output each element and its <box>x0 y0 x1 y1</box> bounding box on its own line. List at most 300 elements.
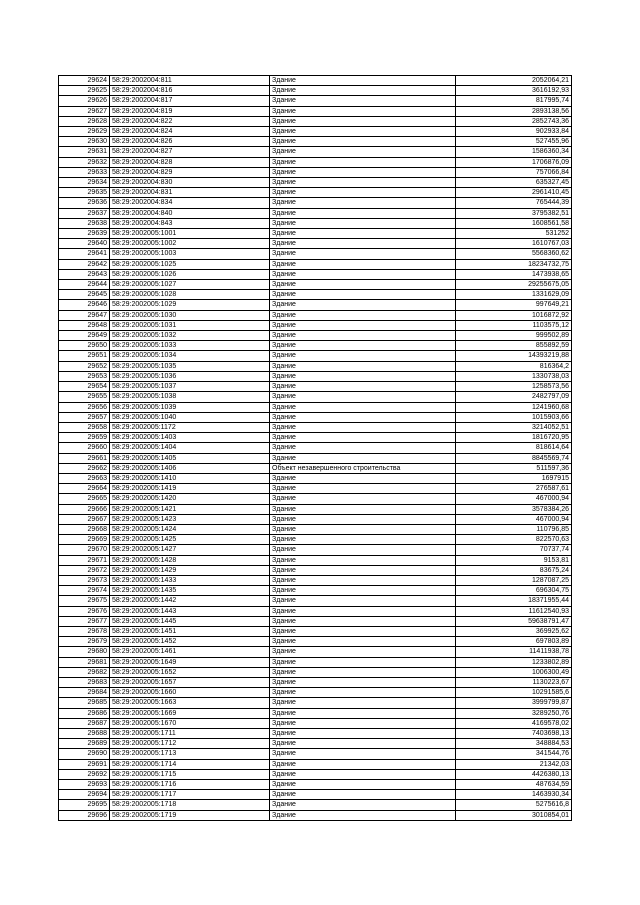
cadastral-number-cell: 58:29:2002004:822 <box>110 116 270 126</box>
cadastral-number-cell: 58:29:2002005:1649 <box>110 657 270 667</box>
row-number-cell: 29687 <box>59 718 110 728</box>
row-number-cell: 29674 <box>59 586 110 596</box>
table-row <box>59 688 572 698</box>
cadastral-number-cell: 58:29:2002004:819 <box>110 106 270 116</box>
cadastral-value-cell: 1463930,34 <box>456 790 572 800</box>
cadastral-number-cell: 58:29:2002005:1652 <box>110 667 270 677</box>
table-row <box>59 555 572 565</box>
table-row <box>59 208 572 218</box>
cadastral-value-cell: 818614,64 <box>456 443 572 453</box>
object-type-cell: Здание <box>270 96 456 106</box>
cadastral-number-cell: 58:29:2002005:1713 <box>110 749 270 759</box>
cadastral-number-cell: 58:29:2002004:811 <box>110 76 270 86</box>
cadastral-value-cell: 5275616,8 <box>456 800 572 810</box>
object-type-cell: Здание <box>270 749 456 759</box>
cadastral-number-cell: 58:29:2002005:1033 <box>110 341 270 351</box>
table-row <box>59 586 572 596</box>
cadastral-value-cell: 1287087,25 <box>456 575 572 585</box>
cadastral-value-cell: 4426380,13 <box>456 769 572 779</box>
cadastral-value-cell: 3010854,01 <box>456 810 572 820</box>
object-type-cell: Здание <box>270 586 456 596</box>
object-type-cell: Здание <box>270 616 456 626</box>
row-number-cell: 29670 <box>59 545 110 555</box>
table-row <box>59 371 572 381</box>
table-row <box>59 188 572 198</box>
row-number-cell: 29633 <box>59 167 110 177</box>
row-number-cell: 29673 <box>59 575 110 585</box>
row-number-cell: 29651 <box>59 351 110 361</box>
cadastral-value-cell: 1233802,89 <box>456 657 572 667</box>
object-type-cell: Здание <box>270 86 456 96</box>
object-type-cell: Здание <box>270 708 456 718</box>
object-type-cell: Здание <box>270 494 456 504</box>
row-number-cell: 29676 <box>59 606 110 616</box>
row-number-cell: 29667 <box>59 514 110 524</box>
cadastral-value-cell: 817995,74 <box>456 96 572 106</box>
object-type-cell: Здание <box>270 565 456 575</box>
cadastral-number-cell: 58:29:2002005:1040 <box>110 412 270 422</box>
table-row <box>59 116 572 126</box>
object-type-cell: Здание <box>270 269 456 279</box>
cadastral-number-cell: 58:29:2002005:1427 <box>110 545 270 555</box>
row-number-cell: 29630 <box>59 137 110 147</box>
cadastral-value-cell: 1610767,03 <box>456 239 572 249</box>
row-number-cell: 29695 <box>59 800 110 810</box>
table-row <box>59 667 572 677</box>
cadastral-number-cell: 58:29:2002005:1429 <box>110 565 270 575</box>
object-type-cell: Здание <box>270 310 456 320</box>
object-type-cell: Здание <box>270 300 456 310</box>
table-row <box>59 157 572 167</box>
cadastral-number-cell: 58:29:2002005:1030 <box>110 310 270 320</box>
row-number-cell: 29642 <box>59 259 110 269</box>
table-row <box>59 759 572 769</box>
table-row <box>59 382 572 392</box>
object-type-cell: Здание <box>270 218 456 228</box>
row-number-cell: 29631 <box>59 147 110 157</box>
object-type-cell: Здание <box>270 637 456 647</box>
row-number-cell: 29663 <box>59 473 110 483</box>
table-row <box>59 269 572 279</box>
row-number-cell: 29654 <box>59 382 110 392</box>
table-row <box>59 300 572 310</box>
table-row <box>59 422 572 432</box>
object-type-cell: Здание <box>270 76 456 86</box>
cadastral-number-cell: 58:29:2002005:1028 <box>110 290 270 300</box>
row-number-cell: 29634 <box>59 178 110 188</box>
table-row <box>59 259 572 269</box>
object-type-cell: Здание <box>270 361 456 371</box>
table-row <box>59 780 572 790</box>
object-type-cell: Здание <box>270 127 456 137</box>
row-number-cell: 29641 <box>59 249 110 259</box>
table-row <box>59 565 572 575</box>
cadastral-value-cell: 2482797,09 <box>456 392 572 402</box>
object-type-cell: Здание <box>270 545 456 555</box>
cadastral-value-cell: 531252 <box>456 229 572 239</box>
row-number-cell: 29655 <box>59 392 110 402</box>
cadastral-number-cell: 58:29:2002005:1410 <box>110 473 270 483</box>
row-number-cell: 29691 <box>59 759 110 769</box>
cadastral-value-cell: 696304,75 <box>456 586 572 596</box>
cadastral-number-cell: 58:29:2002005:1423 <box>110 514 270 524</box>
cadastral-number-cell: 58:29:2002005:1026 <box>110 269 270 279</box>
table-row <box>59 575 572 585</box>
object-type-cell: Здание <box>270 698 456 708</box>
row-number-cell: 29675 <box>59 596 110 606</box>
cadastral-value-cell: 1015903,66 <box>456 412 572 422</box>
row-number-cell: 29683 <box>59 677 110 687</box>
row-number-cell: 29624 <box>59 76 110 86</box>
table-row <box>59 331 572 341</box>
row-number-cell: 29669 <box>59 535 110 545</box>
object-type-cell: Здание <box>270 116 456 126</box>
cadastral-number-cell: 58:29:2002005:1451 <box>110 626 270 636</box>
row-number-cell: 29649 <box>59 331 110 341</box>
cadastral-number-cell: 58:29:2002004:827 <box>110 147 270 157</box>
row-number-cell: 29662 <box>59 463 110 473</box>
object-type-cell: Здание <box>270 422 456 432</box>
cadastral-value-cell: 1331629,09 <box>456 290 572 300</box>
object-type-cell: Здание <box>270 718 456 728</box>
table-row <box>59 637 572 647</box>
row-number-cell: 29684 <box>59 688 110 698</box>
object-type-cell: Здание <box>270 810 456 820</box>
table-row <box>59 76 572 86</box>
cadastral-number-cell: 58:29:2002005:1029 <box>110 300 270 310</box>
cadastral-value-cell: 8845569,74 <box>456 453 572 463</box>
object-type-cell: Здание <box>270 371 456 381</box>
table-row <box>59 290 572 300</box>
row-number-cell: 29628 <box>59 116 110 126</box>
object-type-cell: Здание <box>270 147 456 157</box>
object-type-cell: Здание <box>270 106 456 116</box>
table-row <box>59 749 572 759</box>
cadastral-value-cell: 7403698,13 <box>456 729 572 739</box>
cadastral-value-cell: 9153,81 <box>456 555 572 565</box>
object-type-cell: Здание <box>270 575 456 585</box>
row-number-cell: 29652 <box>59 361 110 371</box>
cadastral-number-cell: 58:29:2002005:1003 <box>110 249 270 259</box>
table-row <box>59 341 572 351</box>
cadastral-value-cell: 2961410,45 <box>456 188 572 198</box>
cadastral-value-cell: 70737,74 <box>456 545 572 555</box>
cadastral-number-cell: 58:29:2002005:1442 <box>110 596 270 606</box>
cadastral-number-cell: 58:29:2002005:1405 <box>110 453 270 463</box>
cadastral-number-cell: 58:29:2002004:824 <box>110 127 270 137</box>
cadastral-value-table <box>58 75 572 821</box>
cadastral-number-cell: 58:29:2002004:828 <box>110 157 270 167</box>
object-type-cell: Здание <box>270 280 456 290</box>
table-row <box>59 412 572 422</box>
table-row <box>59 249 572 259</box>
row-number-cell: 29638 <box>59 218 110 228</box>
table-row <box>59 545 572 555</box>
object-type-cell: Здание <box>270 208 456 218</box>
cadastral-value-cell: 276587,61 <box>456 484 572 494</box>
row-number-cell: 29653 <box>59 371 110 381</box>
object-type-cell: Здание <box>270 647 456 657</box>
cadastral-value-cell: 1697915 <box>456 473 572 483</box>
object-type-cell: Здание <box>270 667 456 677</box>
table-row <box>59 351 572 361</box>
cadastral-value-cell: 3214052,51 <box>456 422 572 432</box>
cadastral-value-cell: 902933,84 <box>456 127 572 137</box>
object-type-cell: Здание <box>270 167 456 177</box>
cadastral-number-cell: 58:29:2002005:1403 <box>110 433 270 443</box>
cadastral-number-cell: 58:29:2002005:1428 <box>110 555 270 565</box>
table-row <box>59 535 572 545</box>
table-row <box>59 729 572 739</box>
cadastral-value-cell: 348884,53 <box>456 739 572 749</box>
cadastral-value-cell: 83675,24 <box>456 565 572 575</box>
table-row <box>59 239 572 249</box>
row-number-cell: 29692 <box>59 769 110 779</box>
table-row <box>59 320 572 330</box>
row-number-cell: 29659 <box>59 433 110 443</box>
table-row <box>59 280 572 290</box>
cadastral-number-cell: 58:29:2002005:1711 <box>110 729 270 739</box>
cadastral-number-cell: 58:29:2002005:1445 <box>110 616 270 626</box>
row-number-cell: 29658 <box>59 422 110 432</box>
cadastral-value-cell: 1330738,03 <box>456 371 572 381</box>
object-type-cell: Здание <box>270 606 456 616</box>
cadastral-number-cell: 58:29:2002005:1031 <box>110 320 270 330</box>
row-number-cell: 29639 <box>59 229 110 239</box>
table-row <box>59 504 572 514</box>
table-row <box>59 106 572 116</box>
object-type-cell: Здание <box>270 535 456 545</box>
cadastral-value-cell: 14393219,88 <box>456 351 572 361</box>
table-row <box>59 229 572 239</box>
table-row <box>59 473 572 483</box>
row-number-cell: 29629 <box>59 127 110 137</box>
table-row <box>59 453 572 463</box>
cadastral-number-cell: 58:29:2002005:1719 <box>110 810 270 820</box>
cadastral-number-cell: 58:29:2002005:1663 <box>110 698 270 708</box>
table-row <box>59 708 572 718</box>
object-type-cell: Здание <box>270 626 456 636</box>
row-number-cell: 29671 <box>59 555 110 565</box>
object-type-cell: Здание <box>270 392 456 402</box>
table-row <box>59 218 572 228</box>
cadastral-value-cell: 1258573,56 <box>456 382 572 392</box>
object-type-cell: Здание <box>270 688 456 698</box>
object-type-cell: Здание <box>270 790 456 800</box>
cadastral-value-cell: 1103575,12 <box>456 320 572 330</box>
object-type-cell: Здание <box>270 453 456 463</box>
table-row <box>59 800 572 810</box>
cadastral-value-cell: 997649,21 <box>456 300 572 310</box>
row-number-cell: 29636 <box>59 198 110 208</box>
cadastral-value-cell: 1608561,58 <box>456 218 572 228</box>
cadastral-number-cell: 58:29:2002005:1038 <box>110 392 270 402</box>
table-row <box>59 178 572 188</box>
cadastral-number-cell: 58:29:2002005:1669 <box>110 708 270 718</box>
cadastral-value-cell: 855892,59 <box>456 341 572 351</box>
row-number-cell: 29637 <box>59 208 110 218</box>
table-row <box>59 616 572 626</box>
cadastral-number-cell: 58:29:2002005:1039 <box>110 402 270 412</box>
cadastral-number-cell: 58:29:2002005:1002 <box>110 239 270 249</box>
cadastral-value-cell: 697803,89 <box>456 637 572 647</box>
table-row <box>59 96 572 106</box>
cadastral-value-cell: 1241960,68 <box>456 402 572 412</box>
row-number-cell: 29632 <box>59 157 110 167</box>
table-row <box>59 198 572 208</box>
object-type-cell: Здание <box>270 320 456 330</box>
cadastral-value-cell: 3578384,26 <box>456 504 572 514</box>
table-row <box>59 463 572 473</box>
row-number-cell: 29627 <box>59 106 110 116</box>
cadastral-number-cell: 58:29:2002005:1660 <box>110 688 270 698</box>
table-row <box>59 127 572 137</box>
row-number-cell: 29644 <box>59 280 110 290</box>
cadastral-value-cell: 341544,76 <box>456 749 572 759</box>
cadastral-value-cell: 467000,94 <box>456 514 572 524</box>
cadastral-value-cell: 822570,63 <box>456 535 572 545</box>
cadastral-value-cell: 1006300,49 <box>456 667 572 677</box>
row-number-cell: 29660 <box>59 443 110 453</box>
cadastral-number-cell: 58:29:2002005:1172 <box>110 422 270 432</box>
cadastral-number-cell: 58:29:2002004:831 <box>110 188 270 198</box>
table-row <box>59 739 572 749</box>
table-row <box>59 147 572 157</box>
cadastral-number-cell: 58:29:2002005:1032 <box>110 331 270 341</box>
table-row <box>59 524 572 534</box>
table-row <box>59 433 572 443</box>
cadastral-value-cell: 1016872,92 <box>456 310 572 320</box>
cadastral-number-cell: 58:29:2002005:1715 <box>110 769 270 779</box>
row-number-cell: 29688 <box>59 729 110 739</box>
table-row <box>59 596 572 606</box>
cadastral-number-cell: 58:29:2002005:1425 <box>110 535 270 545</box>
object-type-cell: Здание <box>270 259 456 269</box>
object-type-cell: Здание <box>270 402 456 412</box>
cadastral-number-cell: 58:29:2002005:1712 <box>110 739 270 749</box>
cadastral-value-cell: 1473938,65 <box>456 269 572 279</box>
table-row <box>59 810 572 820</box>
cadastral-number-cell: 58:29:2002005:1421 <box>110 504 270 514</box>
cadastral-number-cell: 58:29:2002004:826 <box>110 137 270 147</box>
cadastral-number-cell: 58:29:2002005:1670 <box>110 718 270 728</box>
cadastral-number-cell: 58:29:2002005:1714 <box>110 759 270 769</box>
cadastral-number-cell: 58:29:2002004:840 <box>110 208 270 218</box>
cadastral-value-cell: 999502,89 <box>456 331 572 341</box>
object-type-cell: Здание <box>270 341 456 351</box>
object-type-cell: Здание <box>270 433 456 443</box>
object-type-cell: Здание <box>270 290 456 300</box>
cadastral-value-cell: 18371955,44 <box>456 596 572 606</box>
object-type-cell: Здание <box>270 524 456 534</box>
table-row <box>59 790 572 800</box>
object-type-cell: Здание <box>270 382 456 392</box>
object-type-cell: Здание <box>270 729 456 739</box>
object-type-cell: Здание <box>270 249 456 259</box>
row-number-cell: 29661 <box>59 453 110 463</box>
cadastral-value-cell: 3289250,76 <box>456 708 572 718</box>
cadastral-number-cell: 58:29:2002004:816 <box>110 86 270 96</box>
object-type-cell: Здание <box>270 800 456 810</box>
row-number-cell: 29681 <box>59 657 110 667</box>
object-type-cell: Объект незавершенного строительства <box>270 463 456 473</box>
cadastral-value-cell: 10291585,6 <box>456 688 572 698</box>
object-type-cell: Здание <box>270 555 456 565</box>
cadastral-value-cell: 527455,96 <box>456 137 572 147</box>
cadastral-number-cell: 58:29:2002005:1025 <box>110 259 270 269</box>
row-number-cell: 29677 <box>59 616 110 626</box>
cadastral-number-cell: 58:29:2002005:1001 <box>110 229 270 239</box>
cadastral-value-cell: 757066,84 <box>456 167 572 177</box>
row-number-cell: 29626 <box>59 96 110 106</box>
cadastral-value-cell: 2052064,21 <box>456 76 572 86</box>
cadastral-value-cell: 18234732,75 <box>456 259 572 269</box>
object-type-cell: Здание <box>270 137 456 147</box>
table-row <box>59 647 572 657</box>
row-number-cell: 29643 <box>59 269 110 279</box>
cadastral-number-cell: 58:29:2002005:1424 <box>110 524 270 534</box>
table-row <box>59 484 572 494</box>
object-type-cell: Здание <box>270 677 456 687</box>
object-type-cell: Здание <box>270 443 456 453</box>
row-number-cell: 29656 <box>59 402 110 412</box>
cadastral-value-cell: 3999799,87 <box>456 698 572 708</box>
cadastral-value-cell: 21342,03 <box>456 759 572 769</box>
cadastral-number-cell: 58:29:2002005:1419 <box>110 484 270 494</box>
row-number-cell: 29648 <box>59 320 110 330</box>
row-number-cell: 29664 <box>59 484 110 494</box>
cadastral-value-cell: 1816720,95 <box>456 433 572 443</box>
table-row <box>59 657 572 667</box>
cadastral-value-cell: 11612540,93 <box>456 606 572 616</box>
cadastral-number-cell: 58:29:2002005:1657 <box>110 677 270 687</box>
table-row <box>59 310 572 320</box>
cadastral-number-cell: 58:29:2002004:830 <box>110 178 270 188</box>
cadastral-value-cell: 4169578,02 <box>456 718 572 728</box>
table-row <box>59 86 572 96</box>
cadastral-value-cell: 1130223,67 <box>456 677 572 687</box>
cadastral-value-cell: 11411938,78 <box>456 647 572 657</box>
cadastral-value-cell: 110796,85 <box>456 524 572 534</box>
table-row <box>59 494 572 504</box>
object-type-cell: Здание <box>270 331 456 341</box>
cadastral-value-cell: 1706876,09 <box>456 157 572 167</box>
cadastral-number-cell: 58:29:2002005:1717 <box>110 790 270 800</box>
row-number-cell: 29686 <box>59 708 110 718</box>
table-row <box>59 443 572 453</box>
cadastral-value-cell: 5568360,62 <box>456 249 572 259</box>
cadastral-value-cell: 635327,45 <box>456 178 572 188</box>
cadastral-value-cell: 816364,2 <box>456 361 572 371</box>
table-row <box>59 361 572 371</box>
cadastral-number-cell: 58:29:2002004:843 <box>110 218 270 228</box>
row-number-cell: 29672 <box>59 565 110 575</box>
cadastral-value-cell: 511597,36 <box>456 463 572 473</box>
table-row <box>59 718 572 728</box>
row-number-cell: 29679 <box>59 637 110 647</box>
cadastral-value-cell: 1586360,34 <box>456 147 572 157</box>
row-number-cell: 29678 <box>59 626 110 636</box>
object-type-cell: Здание <box>270 178 456 188</box>
object-type-cell: Здание <box>270 351 456 361</box>
row-number-cell: 29635 <box>59 188 110 198</box>
row-number-cell: 29650 <box>59 341 110 351</box>
row-number-cell: 29625 <box>59 86 110 96</box>
object-type-cell: Здание <box>270 657 456 667</box>
cadastral-value-cell: 2852743,36 <box>456 116 572 126</box>
row-number-cell: 29666 <box>59 504 110 514</box>
object-type-cell: Здание <box>270 739 456 749</box>
